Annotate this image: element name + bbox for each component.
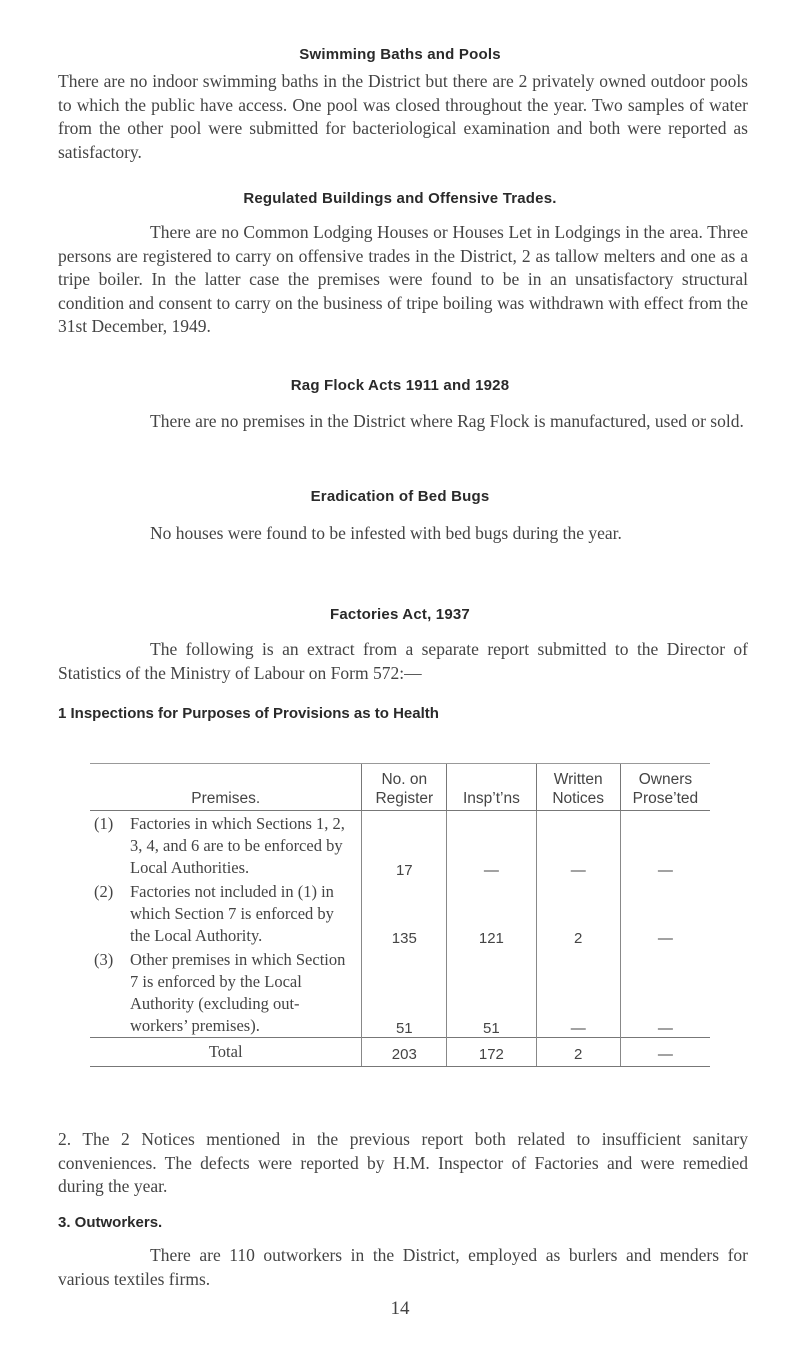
table-row bbox=[90, 879, 710, 947]
prosecuted-cell: — bbox=[620, 879, 710, 947]
row-number: (2) bbox=[94, 882, 114, 901]
premises-cell bbox=[90, 879, 362, 947]
regulated-heading: Regulated Buildings and Offensive Trades. bbox=[243, 190, 557, 207]
table-header-row bbox=[90, 764, 710, 811]
row-number: (1) bbox=[94, 814, 114, 833]
total-register: 203 bbox=[362, 1038, 447, 1067]
premises-cell bbox=[90, 947, 362, 1038]
header-prosecuted: Owners Prose’ted bbox=[620, 764, 710, 811]
header-notices: Written Notices bbox=[536, 764, 620, 811]
total-inspections: 172 bbox=[447, 1038, 536, 1067]
inspections-cell: 121 bbox=[447, 879, 536, 947]
table-row bbox=[90, 811, 710, 880]
health-inspections-table bbox=[90, 763, 710, 1067]
header-register: No. on Register bbox=[362, 764, 447, 811]
factories-heading: Factories Act, 1937 bbox=[330, 606, 470, 623]
ragflock-paragraph: There are no premises in the District where Rag Flock is manufactured, used or sold. bbox=[150, 411, 744, 431]
table-total-row bbox=[90, 1038, 710, 1067]
total-prosecuted: — bbox=[620, 1038, 710, 1067]
premises-text: Factories not included in (1) in which Section 7 is enforced by the Local Authority. bbox=[130, 882, 334, 945]
factories-paragraph: The following is an extract from a separate report submitted to the Director of Statistics of the Ministry of Labour on Form 572:— bbox=[58, 639, 748, 683]
prosecuted-cell: — bbox=[620, 811, 710, 880]
premises-text: Factories in which Sections 1, 2, 3, 4, and 6 are to be enforced by Local Authorities. bbox=[130, 814, 345, 877]
regulated-paragraph: There are no Common Lodging Houses or Houses Let in Lodgings in the area. Three persons are registered to carry on offensive trades in the District, 2 as tallow melters and one as a tripe boiler. In the latter case the premises were found to be in an unsatisfactory structural condition and consent to carry on the business of tripe boiling was withdrawn with effect from the 31st December, 1949. bbox=[58, 222, 748, 336]
outworkers-heading: 3. Outworkers. bbox=[58, 1214, 163, 1231]
notices-note-paragraph: 2. The 2 Notices mentioned in the previous report both related to insufficient sanitary conveniences. The defects were reported by H.M. Inspector of Factories and were remedied during the year. bbox=[58, 1129, 748, 1196]
page-number: 14 bbox=[390, 1298, 410, 1319]
total-notices: 2 bbox=[536, 1038, 620, 1067]
outworkers-paragraph: There are 110 outworkers in the District, employed as burlers and menders for various textiles firms. bbox=[58, 1245, 748, 1289]
inspections-cell: 51 bbox=[447, 947, 536, 1038]
premises-text: Other premises in which Section 7 is enforced by the Local Authority (excluding out-workers’ premises). bbox=[130, 950, 346, 1035]
header-inspections: Insp’t’ns bbox=[447, 764, 536, 811]
bedbugs-paragraph: No houses were found to be infested with bed bugs during the year. bbox=[150, 523, 622, 543]
notices-cell: — bbox=[536, 811, 620, 880]
ragflock-heading: Rag Flock Acts 1911 and 1928 bbox=[290, 377, 510, 394]
swimming-heading: Swimming Baths and Pools bbox=[299, 46, 501, 63]
swimming-paragraph: There are no indoor swimming baths in the District but there are 2 privately owned outdoor pools to which the public have access. One pool was closed throughout the year. Two samples of water from the other pool were submitted for bacteriological examination and both were reported as satisfactory. bbox=[58, 71, 748, 162]
premises-cell bbox=[90, 811, 362, 880]
prosecuted-cell: — bbox=[620, 947, 710, 1038]
inspections-heading: 1 Inspections for Purposes of Provisions as to Health bbox=[58, 705, 439, 722]
register-cell: 135 bbox=[362, 879, 447, 947]
header-premises: Premises. bbox=[90, 764, 362, 811]
row-number: (3) bbox=[94, 950, 114, 969]
register-cell: 51 bbox=[362, 947, 447, 1038]
inspections-cell: — bbox=[447, 811, 536, 880]
total-label: Total bbox=[90, 1038, 362, 1067]
notices-cell: — bbox=[536, 947, 620, 1038]
register-cell: 17 bbox=[362, 811, 447, 880]
notices-cell: 2 bbox=[536, 879, 620, 947]
bedbugs-heading: Eradication of Bed Bugs bbox=[310, 488, 490, 505]
table-row bbox=[90, 947, 710, 1038]
